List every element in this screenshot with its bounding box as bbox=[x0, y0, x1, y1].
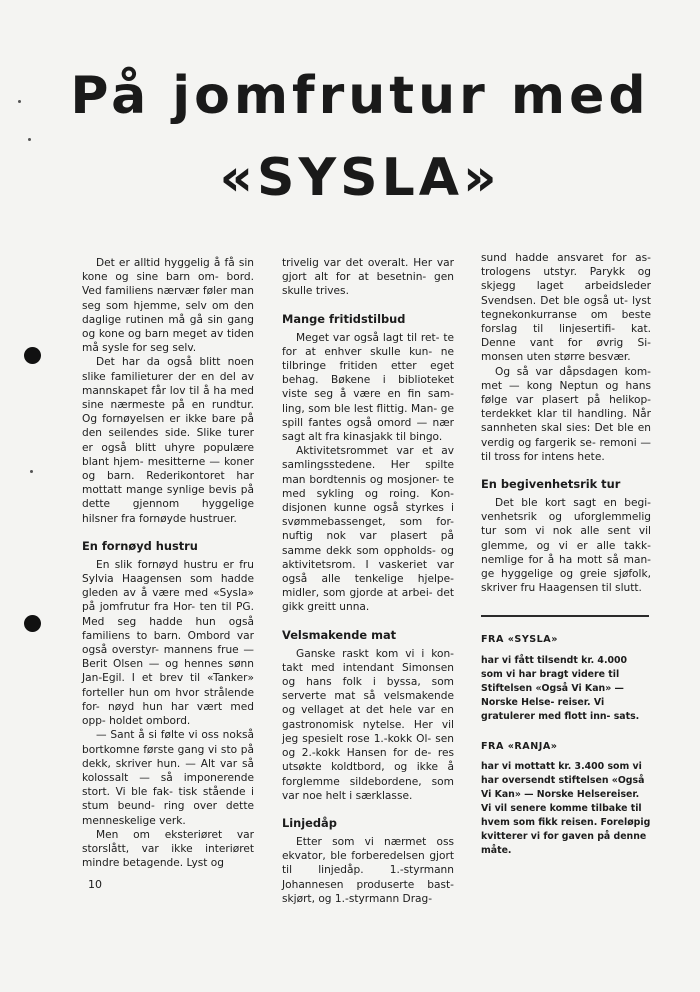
subheading: Velsmakende mat bbox=[282, 627, 397, 642]
paragraph: Meget var også lagt til ret- te for at enhver skulle kun- ne tilbringe fritiden etter eget behag. Bøkene i biblioteket viste seg å være en fin sam- ling, som ble lest flittig. Man- ge spill fantes også omord — nær sagt alt fra kinasjakk til bingo. bbox=[282, 331, 454, 444]
paragraph: Etter som vi nærmet oss ekvator, ble forberedelsen gjort til linjedåp. 1.-styrmann Johannesen produserte bast- skjørt, og 1.-styrmann Drag- bbox=[282, 835, 454, 905]
paragraph: Det ble kort sagt en begi- venhetsrik og uforglemmelig tur som vi nok alle sent vil glemme, og vi er alle takk- nemlige for å ha mott så man- ge hyggelige og greie sjøfolk, skriver fru Haagensen til slutt. bbox=[481, 497, 651, 595]
paragraph: Aktivitetsrommet var et av samlingsstedene. Her spilte man bordtennis og mosjoner- te med sykling og roing. Kon- disjonen kunne også styrkes i svømmebassenget, som for- nuftig nok var plasert på samme dekk som oppholds- og aktivitetsrom. I vaskeriet var også alle tenkelige hjelpe- midler, som gjorde at arbei- det gikk greitt unna. bbox=[282, 445, 454, 614]
paragraph: Det er alltid hyggelig å få sin kone og sine barn om- bord. Ved familiens nærvær føler man seg som hjemme, selv om den daglige rutinen må gå sin gang og kone og barn meget av tiden må sysle for seg selv. bbox=[82, 257, 254, 355]
donation-notice-sysla bbox=[481, 633, 651, 723]
subheading: En begivenhetsrik tur bbox=[481, 477, 621, 492]
paragraph: trivelig var det overalt. Her var gjort alt for at besetnin- gen skulle trives. bbox=[282, 257, 454, 298]
article-title-line2: «SYSLA» bbox=[219, 148, 501, 208]
donation-notice-ranja bbox=[481, 740, 651, 858]
binder-hole-icon bbox=[24, 347, 41, 364]
paragraph: En slik fornøyd hustru er fru Sylvia Haagensen som hadde gleden av å være med «Sysla» på jomfrutur fra Hor- ten til PG. Med seg hadde hun også familiens to barn. Ombord var også overstyr- mannens frue — Berit Olsen — og hennes sønn Jan-Egil. I et brev til «Tanker» forteller hun om hvor strålende for- nøyd hun har vært med opp- holdet ombord. bbox=[82, 558, 254, 728]
notice-heading: FRA «SYSLA» bbox=[481, 634, 558, 646]
paragraph: Og så var dåpsdagen kom- met — kong Neptun og hans følge var plasert på helikop- terdekket klar til handling. Når sannheten skal sies: Det ble en verdig og fargerik se- remoni — til tross for intens hete. bbox=[481, 365, 651, 463]
divider-rule bbox=[481, 615, 649, 617]
column-3 bbox=[481, 251, 651, 858]
notice-text: har vi mottatt kr. 3.400 som vi har oversendt stiftelsen «Også Vi Kan» — Norske Helsereiser. Vi vil senere komme tilbake til hvem som fikk reisen. Foreløpig kvitterer vi for gaven på denne måte. bbox=[481, 760, 651, 856]
notice-text: har vi fått tilsendt kr. 4.000 som vi har bragt videre til Stiftelsen «Også Vi Kan» — Norske Helse- reiser. Vi gratulerer med flott inn- sats. bbox=[481, 654, 640, 722]
paragraph: Men om eksteriøret var storslått, var ikke interiøret mindre betagende. Lyst og bbox=[82, 828, 254, 870]
column-2 bbox=[282, 256, 454, 906]
speck-icon bbox=[28, 138, 31, 141]
paragraph: Ganske raskt kom vi i kon- takt med intendant Simonsen og hans folk i byssa, som serverte mat så velsmakende og vellaget at det hele var en gastronomisk nytelse. Her vil jeg spesielt rose 1.-kokk Ol- sen og 2.-kokk Hansen for de- res utsøkte koldtbord, og ikke å forglemme sildebordene, som var noe helt i særklasse. bbox=[282, 647, 454, 802]
speck-icon bbox=[30, 470, 33, 473]
paragraph: sund hadde ansvaret for as- trologens utstyr. Parykk og skjegg laget arbeidsleder Svendsen. Det ble også ut- lyst tegnekonkurranse om beste forslag til linjesertifi- kat. Denne vant for øvrig Si- monsen uten større besvær. bbox=[481, 252, 651, 364]
binder-hole-icon bbox=[24, 615, 41, 632]
subheading: Linjedåp bbox=[282, 815, 337, 830]
notice-heading: FRA «RANJA» bbox=[481, 740, 558, 752]
column-1 bbox=[82, 256, 254, 870]
paragraph: — Sant å si følte vi oss nokså bortkomne første gang vi sto på dekk, skriver hun. — Alt var så kolossalt — så imponerende stort. Vi ble fak- tisk stående i stum beund- ring over dette menneskelige verk. bbox=[82, 729, 254, 827]
article-title-line1: På jomfrutur med bbox=[70, 66, 650, 126]
page-number: 10 bbox=[88, 878, 102, 891]
paragraph: Det har da også blitt noen slike familieturer der en del av mannskapet får lov til å ha med sine nærmeste på en rundtur. Og fornøyelsen er ikke bare på den seilendes side. Slike turer er også blitt uhyre populære blant hjem- mesitterne — koner og barn. Rederikontoret har mottatt mange synlige bevis på dette gjennom hyggelige hilsner fra fornøyde hustruer. bbox=[82, 356, 254, 525]
speck-icon bbox=[18, 100, 21, 103]
subheading: En fornøyd hustru bbox=[82, 538, 198, 553]
subheading: Mange fritidstilbud bbox=[282, 311, 406, 326]
